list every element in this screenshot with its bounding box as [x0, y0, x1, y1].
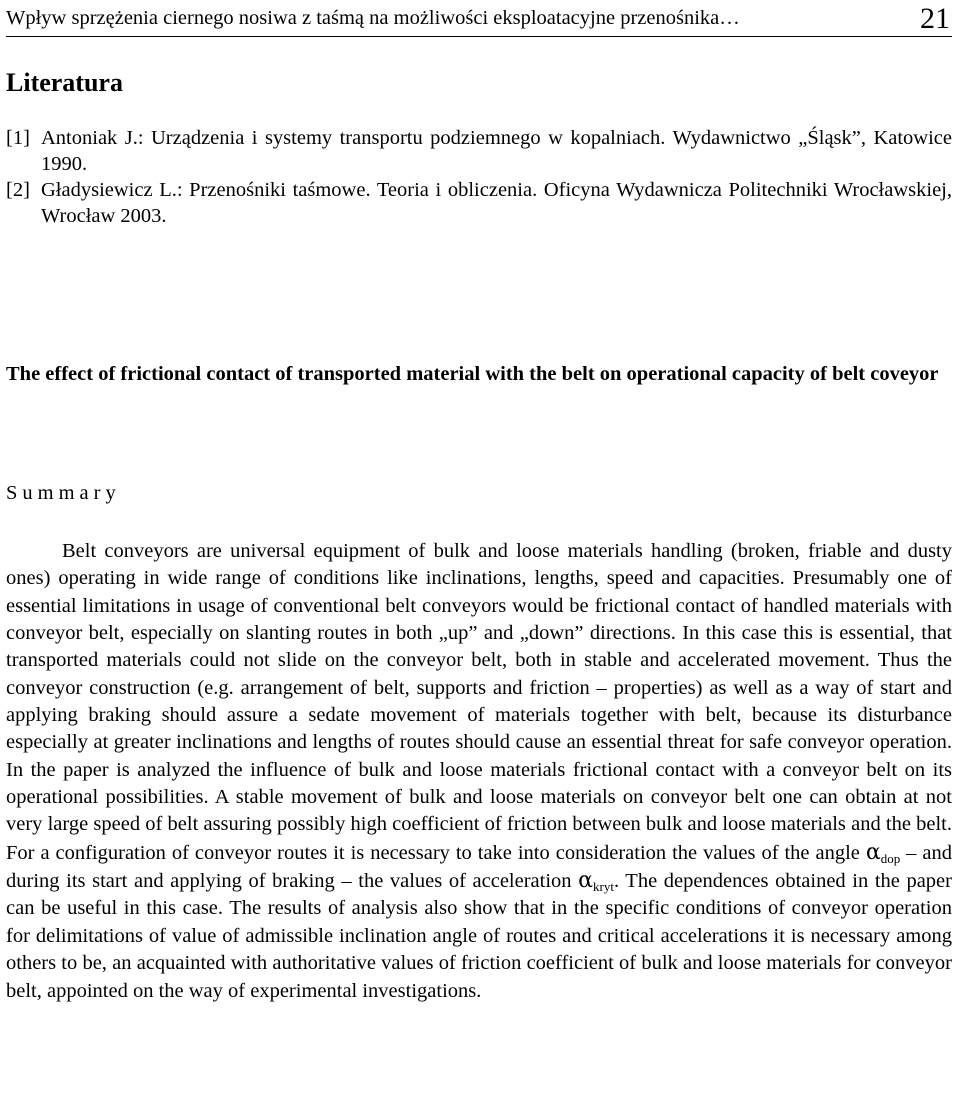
page-number: 21	[920, 2, 950, 35]
reference-number: [2]	[6, 179, 30, 201]
running-title: Wpływ sprzężenia ciernego nosiwa z taśmą na możliwości eksploatacyjne przenośnika…	[6, 7, 740, 29]
reference-text: Gładysiewicz L.: Przenośniki taśmowe. Teoria i obliczenia. Oficyna Wydawnicza Politechniki Wrocławskiej, Wrocław 2003.	[41, 179, 952, 227]
alpha-symbol: α	[578, 868, 593, 894]
summary-heading: Summary	[6, 482, 121, 504]
running-header	[6, 2, 952, 37]
abstract-text-part-1: Belt conveyors are universal equipment of bulk and loose materials handling (broken, friable and dusty ones) operating in wide range of conditions like inclinations, lengths, speed and capacities. Presumably one of essential limitations in usage of conventional belt conveyors would be frictional contact of handled materials with conveyor belt, especially on slanting routes in both „up” and „down” directions. In this case this is essential, that transported materials could not slide on the conveyor belt, both in stable and accelerated movement. Thus the conveyor construction (e.g. arrangement of belt, supports and friction – properties) as well as a way of start and applying braking should assure a sedate movement of materials together with belt, because its disturbance especially at greater inclinations and lengths of routes should cause an essential threat for safe conveyor operation. In the paper is analyzed the influence of bulk and loose materials frictional contact with a conveyor belt on its operational possibilities. A stable movement of bulk and loose materials on conveyor belt one can obtain at not very large speed of belt assuring possibly high coefficient of friction between bulk and loose materials and the belt. For a configuration of conveyor routes it is necessary to take into consideration the values of the angle	[6, 540, 952, 864]
literature-heading: Literatura	[6, 68, 123, 97]
abstract-text-part-3: . The dependences obtained in the paper can be useful in this case. The results of analysis also show that in the specific conditions of conveyor operation for delimitations of value of admissible inclination angle of routes and critical accelerations it is necessary among others to be, an acquainted with authoritative values of friction coefficient of bulk and loose materials for conveyor belt, appointed on the way of experimental investigations.	[6, 870, 952, 1002]
summary-abstract	[6, 538, 952, 1005]
abstract-text-part-2: – and during its start and applying of braking – the values of acceleration	[6, 841, 952, 893]
reference-number: [1]	[6, 127, 30, 149]
english-title: The effect of frictional contact of transported material with the belt on operational capacity of belt coveyor	[6, 363, 939, 385]
subscript-dop: dop	[880, 850, 901, 866]
document-page	[6, 0, 952, 1102]
reference-item	[6, 125, 952, 177]
reference-item	[6, 177, 952, 229]
alpha-symbol: α	[865, 839, 881, 865]
subscript-kryt: kryt	[593, 879, 614, 895]
reference-text: Antoniak J.: Urządzenia i systemy transportu podziemnego w kopalniach. Wydawnictwo „Śląsk”, Katowice 1990.	[41, 127, 952, 175]
reference-list	[6, 125, 952, 229]
